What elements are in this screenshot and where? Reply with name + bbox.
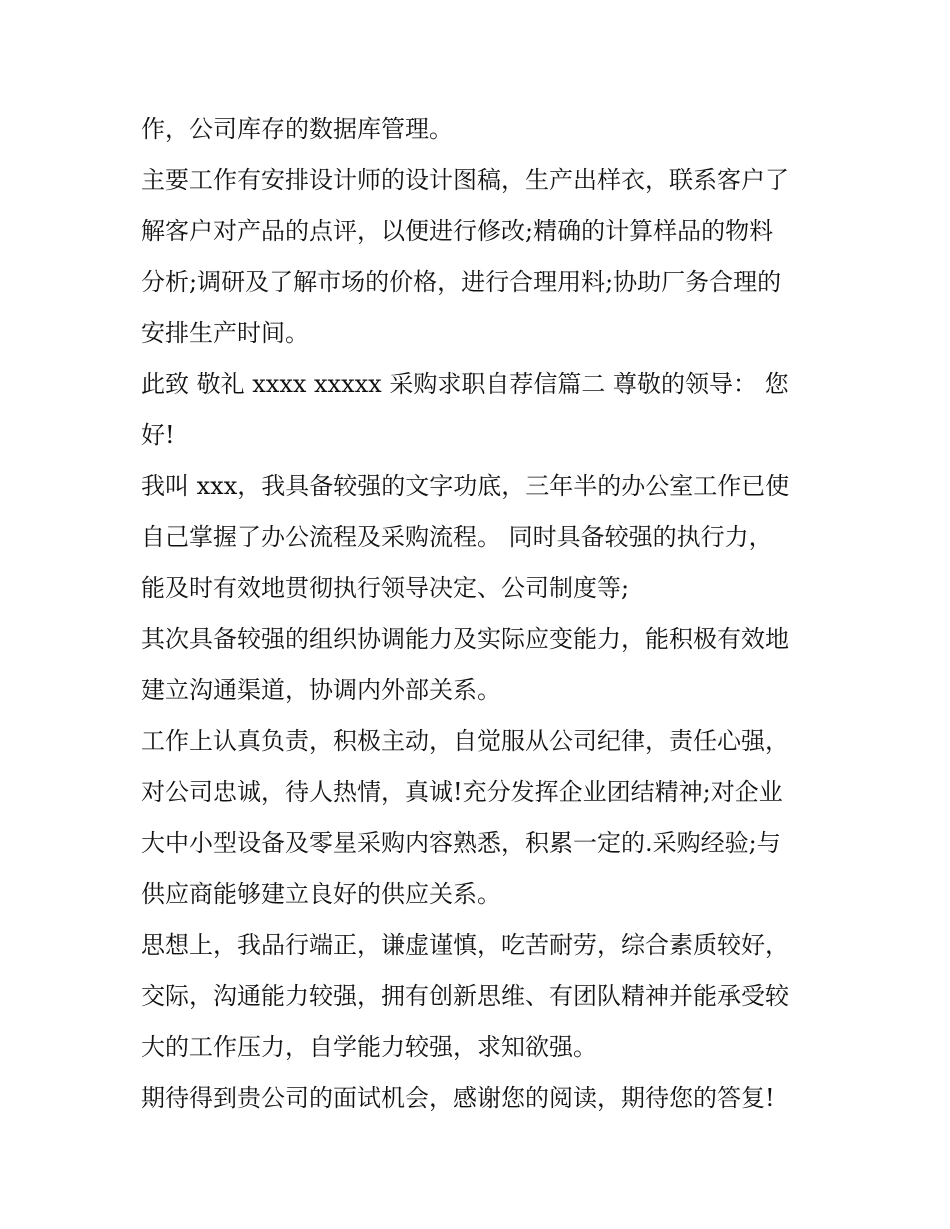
text-line: 大的工作压力，自学能力较强，求知欲强。	[141, 1033, 597, 1061]
text-line: 交际，沟通能力较强，拥有创新思维、有团队精神并能承受较	[141, 982, 789, 1010]
text-line: 思想上，我品行端正，谦虚谨慎，吃苦耐劳，综合素质较好，	[141, 931, 789, 959]
text-line: 自己掌握了办公流程及采购流程。 同时具备较强的执行力，	[141, 523, 773, 551]
document-body	[141, 104, 821, 1124]
text-line: 期待得到贵公司的面试机会，感谢您的阅读，期待您的答复!	[141, 1084, 775, 1112]
text-line: 主要工作有安排设计师的设计图稿，生产出样衣，联系客户了	[141, 166, 789, 194]
text-line: 此致 敬礼 xxxx xxxxx 采购求职自荐信篇二 尊敬的领导： 您	[141, 370, 789, 398]
text-line: 分析;调研及了解市场的价格，进行合理用料;协助厂务合理的	[141, 268, 782, 296]
text-line: 大中小型设备及零星采购内容熟悉，积累一定的.采购经验;与	[141, 829, 781, 857]
text-line: 对公司忠诚，待人热情，真诚!充分发挥企业团结精神;对企业	[141, 778, 783, 806]
text-line: 其次具备较强的组织协调能力及实际应变能力，能积极有效地	[141, 625, 789, 653]
text-line: 建立沟通渠道，协调内外部关系。	[141, 676, 501, 704]
text-line: 供应商能够建立良好的供应关系。	[141, 880, 501, 908]
text-line: 安排生产时间。	[141, 319, 309, 347]
text-line: 我叫 xxx，我具备较强的文字功底，三年半的办公室工作已使	[141, 472, 790, 500]
text-line: 能及时有效地贯彻执行领导决定、公司制度等;	[141, 574, 630, 602]
text-line: 解客户对产品的点评，以便进行修改;精确的计算样品的物料	[141, 217, 774, 245]
text-line: 作，公司库存的数据库管理。	[141, 115, 453, 143]
text-line: 好!	[141, 421, 175, 449]
text-line: 工作上认真负责，积极主动，自觉服从公司纪律，责任心强，	[141, 727, 789, 755]
